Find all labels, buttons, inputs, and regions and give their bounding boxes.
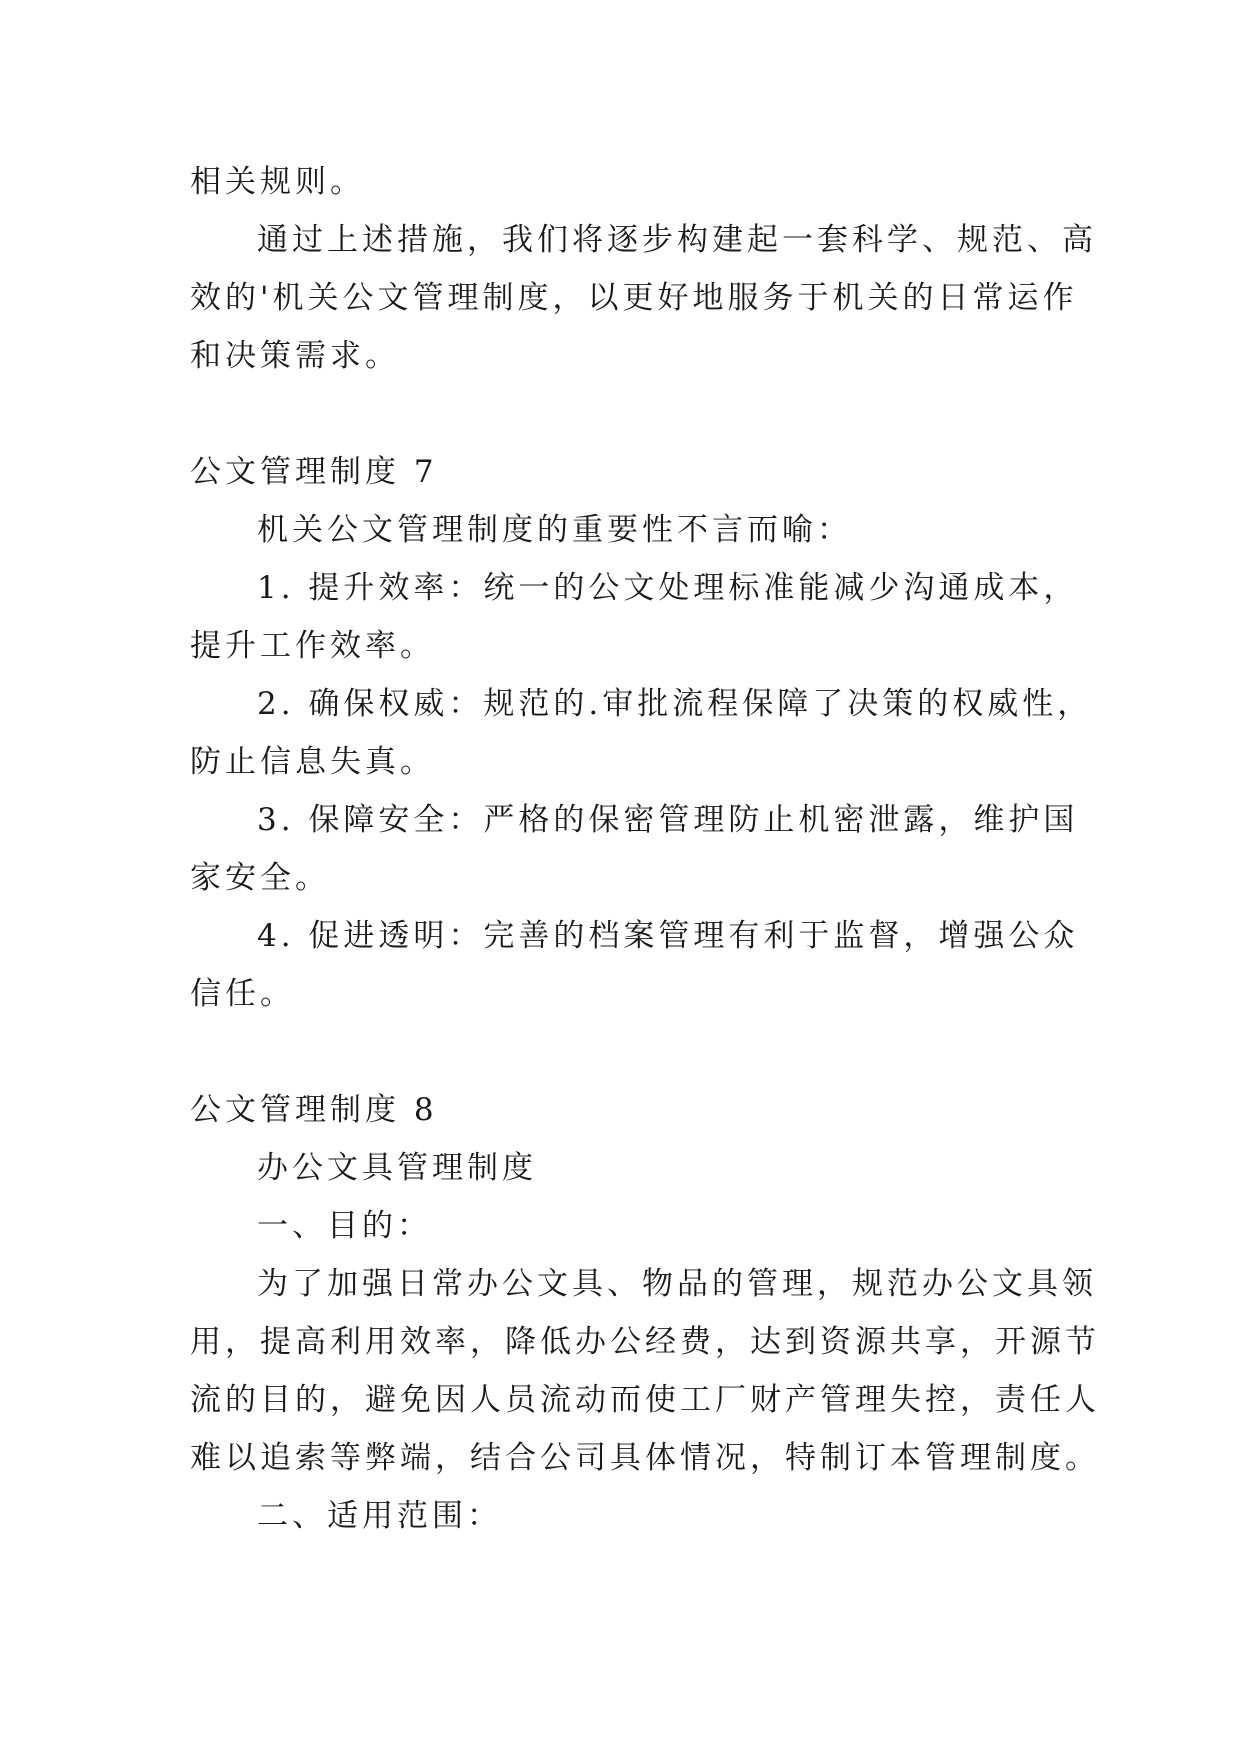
paragraph-line: 效的'机关公文管理制度，以更好地服务于机关的日常运作	[190, 280, 1078, 316]
purpose-line: 难以追索等弊端，结合公司具体情况，特制订本管理制度。	[190, 1440, 1100, 1476]
section8-title: 办公文具管理制度	[257, 1150, 537, 1186]
purpose-line: 用，提高利用效率，降低办公经费，达到资源共享，开源节	[190, 1324, 1100, 1360]
spacer	[190, 385, 1070, 443]
list-item-1-line: 1. 提升效率：统一的公文处理标准能减少沟通成本，	[257, 570, 1079, 606]
list-item-1-continuation: 提升工作效率。	[190, 628, 435, 664]
scope-heading: 二、适用范围：	[257, 1498, 502, 1534]
purpose-line: 为了加强日常办公文具、物品的管理，规范办公文具领	[257, 1266, 1097, 1302]
section-heading-8: 公文管理制度 8	[190, 1092, 438, 1128]
list-item-3-line: 3. 保障安全：严格的保密管理防止机密泄露，维护国	[257, 802, 1079, 838]
list-item-4-line: 4. 促进透明：完善的档案管理有利于监督，增强公众	[257, 918, 1079, 954]
purpose-heading: 一、目的：	[257, 1208, 432, 1244]
paragraph-line: 相关规则。	[190, 164, 365, 200]
list-item-3-continuation: 家安全。	[190, 860, 330, 896]
section7-intro: 机关公文管理制度的重要性不言而喻：	[257, 512, 852, 548]
paragraph-line: 通过上述措施，我们将逐步构建起一套科学、规范、高	[257, 222, 1097, 258]
section-heading-7: 公文管理制度 7	[190, 454, 438, 490]
spacer	[190, 1023, 1070, 1081]
document-body	[190, 153, 1100, 1545]
purpose-line: 流的目的，避免因人员流动而使工厂财产管理失控，责任人	[190, 1382, 1100, 1418]
list-item-2-continuation: 防止信息失真。	[190, 744, 435, 780]
list-item-2-line: 2. 确保权威：规范的.审批流程保障了决策的权威性，	[257, 686, 1093, 722]
list-item-4-continuation: 信任。	[190, 976, 295, 1012]
paragraph-line: 和决策需求。	[190, 338, 400, 374]
